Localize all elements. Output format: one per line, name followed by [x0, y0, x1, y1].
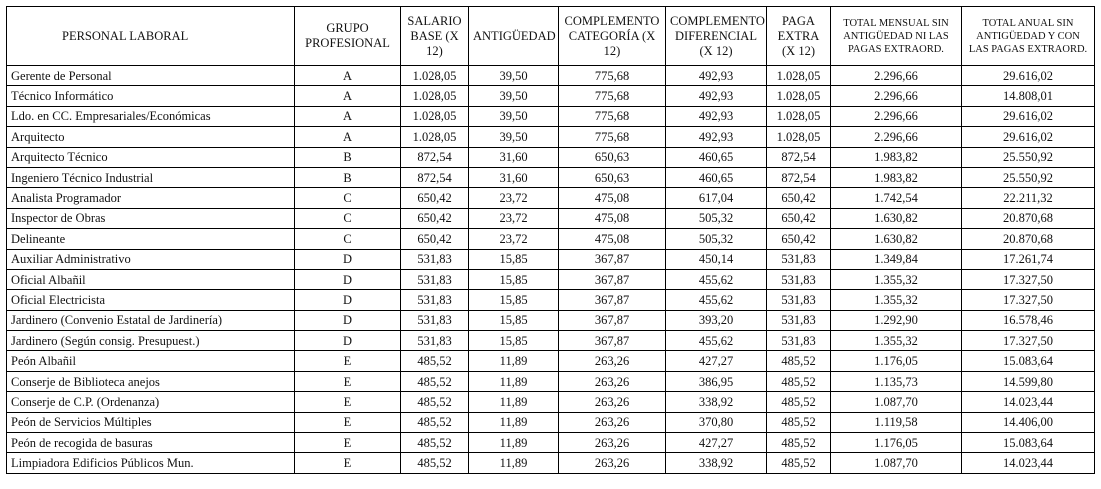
table-row: [7, 208, 1095, 228]
cell-complemento-diferencial: 492,93: [666, 66, 767, 86]
cell-complemento-categoria: 263,26: [559, 433, 666, 453]
cell-total-mensual: 1.355,32: [831, 331, 962, 351]
cell-total-mensual: 1.983,82: [831, 147, 962, 167]
cell-complemento-diferencial: 455,62: [666, 290, 767, 310]
cell-antiguedad: 11,89: [469, 351, 559, 371]
table-row: [7, 106, 1095, 126]
cell-paga-extra: 531,83: [767, 290, 831, 310]
header-grupo: GRUPO PROFESIONAL: [295, 7, 401, 66]
cell-antiguedad: 15,85: [469, 269, 559, 289]
cell-name: Conserje de Biblioteca anejos: [7, 371, 295, 391]
header-complemento-diferencial: COMPLEMENTO DIFERENCIAL (X 12): [666, 7, 767, 66]
cell-antiguedad: 39,50: [469, 66, 559, 86]
cell-grupo: D: [295, 269, 401, 289]
cell-complemento-diferencial: 460,65: [666, 147, 767, 167]
cell-total-anual: 17.327,50: [962, 269, 1095, 289]
cell-total-anual: 15.083,64: [962, 433, 1095, 453]
table-row: [7, 412, 1095, 432]
header-total-mensual: TOTAL MENSUAL SIN ANTIGÜEDAD NI LAS PAGAS EXTRAORD.: [831, 7, 962, 66]
cell-total-anual: 14.406,00: [962, 412, 1095, 432]
cell-salario-base: 485,52: [401, 392, 469, 412]
cell-antiguedad: 15,85: [469, 249, 559, 269]
cell-salario-base: 531,83: [401, 269, 469, 289]
cell-salario-base: 485,52: [401, 351, 469, 371]
cell-grupo: C: [295, 229, 401, 249]
cell-total-mensual: 2.296,66: [831, 127, 962, 147]
cell-grupo: A: [295, 86, 401, 106]
cell-paga-extra: 485,52: [767, 433, 831, 453]
cell-name: Auxiliar Administrativo: [7, 249, 295, 269]
cell-complemento-diferencial: 492,93: [666, 127, 767, 147]
cell-salario-base: 485,52: [401, 453, 469, 473]
cell-complemento-diferencial: 455,62: [666, 331, 767, 351]
cell-grupo: E: [295, 412, 401, 432]
cell-grupo: E: [295, 433, 401, 453]
cell-salario-base: 485,52: [401, 412, 469, 432]
cell-complemento-categoria: 263,26: [559, 392, 666, 412]
cell-total-mensual: 1.087,70: [831, 453, 962, 473]
cell-total-mensual: 1.355,32: [831, 290, 962, 310]
cell-paga-extra: 1.028,05: [767, 66, 831, 86]
cell-antiguedad: 39,50: [469, 106, 559, 126]
cell-name: Peón de Servicios Múltiples: [7, 412, 295, 432]
cell-total-anual: 17.327,50: [962, 331, 1095, 351]
cell-antiguedad: 11,89: [469, 453, 559, 473]
cell-paga-extra: 650,42: [767, 188, 831, 208]
cell-complemento-categoria: 367,87: [559, 331, 666, 351]
cell-total-mensual: 1.983,82: [831, 167, 962, 187]
table-row: [7, 188, 1095, 208]
table-row: [7, 453, 1095, 473]
cell-salario-base: 531,83: [401, 310, 469, 330]
cell-name: Analista Programador: [7, 188, 295, 208]
cell-complemento-categoria: 775,68: [559, 66, 666, 86]
cell-antiguedad: 11,89: [469, 392, 559, 412]
cell-paga-extra: 872,54: [767, 147, 831, 167]
cell-salario-base: 872,54: [401, 167, 469, 187]
cell-complemento-diferencial: 427,27: [666, 351, 767, 371]
cell-complemento-categoria: 475,08: [559, 188, 666, 208]
table-header: [7, 7, 1095, 66]
cell-name: Inspector de Obras: [7, 208, 295, 228]
cell-complemento-categoria: 650,63: [559, 167, 666, 187]
cell-antiguedad: 23,72: [469, 208, 559, 228]
cell-complemento-categoria: 775,68: [559, 86, 666, 106]
cell-salario-base: 531,83: [401, 249, 469, 269]
cell-total-anual: 22.211,32: [962, 188, 1095, 208]
cell-grupo: D: [295, 310, 401, 330]
cell-grupo: E: [295, 371, 401, 391]
cell-name: Conserje de C.P. (Ordenanza): [7, 392, 295, 412]
table-row: [7, 331, 1095, 351]
cell-complemento-diferencial: 338,92: [666, 392, 767, 412]
cell-total-mensual: 1.630,82: [831, 229, 962, 249]
cell-total-mensual: 2.296,66: [831, 106, 962, 126]
cell-salario-base: 872,54: [401, 147, 469, 167]
header-complemento-categoria: COMPLEMENTO CATEGORÍA (X 12): [559, 7, 666, 66]
table-row: [7, 249, 1095, 269]
cell-salario-base: 485,52: [401, 433, 469, 453]
salary-table: [6, 6, 1095, 474]
cell-name: Jardinero (Según consig. Presupuest.): [7, 331, 295, 351]
header-antiguedad: ANTIGÜEDAD: [469, 7, 559, 66]
document-page: [6, 6, 1095, 474]
cell-paga-extra: 485,52: [767, 371, 831, 391]
cell-total-mensual: 1.176,05: [831, 433, 962, 453]
cell-grupo: C: [295, 208, 401, 228]
cell-complemento-diferencial: 617,04: [666, 188, 767, 208]
header-row: [7, 7, 1095, 66]
cell-antiguedad: 39,50: [469, 86, 559, 106]
table-row: [7, 127, 1095, 147]
cell-paga-extra: 485,52: [767, 412, 831, 432]
cell-antiguedad: 39,50: [469, 127, 559, 147]
table-row: [7, 310, 1095, 330]
cell-name: Peón de recogida de basuras: [7, 433, 295, 453]
cell-total-anual: 14.808,01: [962, 86, 1095, 106]
cell-paga-extra: 531,83: [767, 310, 831, 330]
cell-salario-base: 1.028,05: [401, 127, 469, 147]
cell-complemento-diferencial: 505,32: [666, 208, 767, 228]
cell-total-mensual: 2.296,66: [831, 86, 962, 106]
cell-total-mensual: 1.135,73: [831, 371, 962, 391]
cell-grupo: D: [295, 249, 401, 269]
cell-salario-base: 1.028,05: [401, 86, 469, 106]
cell-total-mensual: 1.087,70: [831, 392, 962, 412]
cell-complemento-categoria: 263,26: [559, 371, 666, 391]
cell-grupo: D: [295, 290, 401, 310]
cell-total-mensual: 1.119,58: [831, 412, 962, 432]
cell-antiguedad: 31,60: [469, 147, 559, 167]
cell-total-mensual: 1.355,32: [831, 269, 962, 289]
cell-paga-extra: 1.028,05: [767, 106, 831, 126]
table-row: [7, 290, 1095, 310]
cell-total-anual: 16.578,46: [962, 310, 1095, 330]
cell-complemento-categoria: 775,68: [559, 106, 666, 126]
table-row: [7, 269, 1095, 289]
cell-antiguedad: 23,72: [469, 229, 559, 249]
cell-grupo: E: [295, 351, 401, 371]
cell-total-anual: 17.327,50: [962, 290, 1095, 310]
cell-complemento-categoria: 775,68: [559, 127, 666, 147]
cell-grupo: B: [295, 167, 401, 187]
cell-salario-base: 531,83: [401, 331, 469, 351]
cell-complemento-categoria: 263,26: [559, 412, 666, 432]
cell-complemento-categoria: 475,08: [559, 229, 666, 249]
cell-salario-base: 485,52: [401, 371, 469, 391]
cell-complemento-diferencial: 386,95: [666, 371, 767, 391]
cell-total-anual: 29.616,02: [962, 106, 1095, 126]
cell-total-mensual: 1.292,90: [831, 310, 962, 330]
cell-complemento-categoria: 367,87: [559, 310, 666, 330]
cell-paga-extra: 872,54: [767, 167, 831, 187]
cell-grupo: B: [295, 147, 401, 167]
cell-grupo: D: [295, 331, 401, 351]
table-row: [7, 371, 1095, 391]
cell-total-anual: 20.870,68: [962, 208, 1095, 228]
cell-total-mensual: 1.742,54: [831, 188, 962, 208]
cell-paga-extra: 531,83: [767, 331, 831, 351]
cell-complemento-categoria: 475,08: [559, 208, 666, 228]
cell-antiguedad: 23,72: [469, 188, 559, 208]
cell-salario-base: 650,42: [401, 229, 469, 249]
cell-antiguedad: 31,60: [469, 167, 559, 187]
header-salario: SALARIO BASE (X 12): [401, 7, 469, 66]
cell-total-anual: 25.550,92: [962, 167, 1095, 187]
cell-paga-extra: 1.028,05: [767, 86, 831, 106]
cell-total-mensual: 1.176,05: [831, 351, 962, 371]
cell-total-anual: 29.616,02: [962, 66, 1095, 86]
cell-antiguedad: 11,89: [469, 433, 559, 453]
cell-antiguedad: 11,89: [469, 371, 559, 391]
table-row: [7, 433, 1095, 453]
cell-total-mensual: 2.296,66: [831, 66, 962, 86]
header-personal: PERSONAL LABORAL: [7, 7, 295, 66]
cell-paga-extra: 485,52: [767, 453, 831, 473]
cell-name: Jardinero (Convenio Estatal de Jardinería): [7, 310, 295, 330]
cell-total-anual: 14.023,44: [962, 392, 1095, 412]
cell-salario-base: 650,42: [401, 208, 469, 228]
cell-grupo: A: [295, 106, 401, 126]
cell-complemento-categoria: 650,63: [559, 147, 666, 167]
cell-complemento-diferencial: 450,14: [666, 249, 767, 269]
cell-total-anual: 15.083,64: [962, 351, 1095, 371]
cell-salario-base: 1.028,05: [401, 106, 469, 126]
cell-salario-base: 1.028,05: [401, 66, 469, 86]
cell-name: Técnico Informático: [7, 86, 295, 106]
cell-name: Ingeniero Técnico Industrial: [7, 167, 295, 187]
cell-complemento-diferencial: 393,20: [666, 310, 767, 330]
cell-paga-extra: 1.028,05: [767, 127, 831, 147]
table-row: [7, 147, 1095, 167]
cell-name: Oficial Electricista: [7, 290, 295, 310]
table-row: [7, 392, 1095, 412]
cell-grupo: E: [295, 453, 401, 473]
cell-complemento-diferencial: 492,93: [666, 86, 767, 106]
cell-complemento-diferencial: 370,80: [666, 412, 767, 432]
cell-total-anual: 14.599,80: [962, 371, 1095, 391]
cell-grupo: A: [295, 127, 401, 147]
cell-paga-extra: 650,42: [767, 208, 831, 228]
cell-paga-extra: 485,52: [767, 351, 831, 371]
cell-antiguedad: 15,85: [469, 331, 559, 351]
cell-paga-extra: 531,83: [767, 269, 831, 289]
cell-complemento-diferencial: 455,62: [666, 269, 767, 289]
cell-name: Oficial Albañil: [7, 269, 295, 289]
cell-total-mensual: 1.349,84: [831, 249, 962, 269]
table-row: [7, 229, 1095, 249]
cell-grupo: E: [295, 392, 401, 412]
cell-antiguedad: 11,89: [469, 412, 559, 432]
cell-grupo: A: [295, 66, 401, 86]
cell-complemento-diferencial: 492,93: [666, 106, 767, 126]
header-paga-extra: PAGA EXTRA (X 12): [767, 7, 831, 66]
cell-antiguedad: 15,85: [469, 290, 559, 310]
cell-complemento-diferencial: 460,65: [666, 167, 767, 187]
cell-complemento-diferencial: 505,32: [666, 229, 767, 249]
cell-complemento-categoria: 263,26: [559, 351, 666, 371]
cell-name: Arquitecto Técnico: [7, 147, 295, 167]
cell-name: Arquitecto: [7, 127, 295, 147]
cell-complemento-categoria: 263,26: [559, 453, 666, 473]
cell-paga-extra: 531,83: [767, 249, 831, 269]
cell-salario-base: 531,83: [401, 290, 469, 310]
table-body: [7, 66, 1095, 474]
cell-total-anual: 29.616,02: [962, 127, 1095, 147]
cell-salario-base: 650,42: [401, 188, 469, 208]
header-total-anual: TOTAL ANUAL SIN ANTIGÜEDAD Y CON LAS PAGAS EXTRAORD.: [962, 7, 1095, 66]
cell-total-anual: 20.870,68: [962, 229, 1095, 249]
cell-complemento-categoria: 367,87: [559, 249, 666, 269]
cell-name: Gerente de Personal: [7, 66, 295, 86]
cell-name: Peón Albañil: [7, 351, 295, 371]
cell-total-anual: 25.550,92: [962, 147, 1095, 167]
cell-total-mensual: 1.630,82: [831, 208, 962, 228]
cell-name: Delineante: [7, 229, 295, 249]
table-row: [7, 66, 1095, 86]
cell-complemento-categoria: 367,87: [559, 290, 666, 310]
cell-complemento-diferencial: 338,92: [666, 453, 767, 473]
table-row: [7, 351, 1095, 371]
table-row: [7, 86, 1095, 106]
cell-antiguedad: 15,85: [469, 310, 559, 330]
table-row: [7, 167, 1095, 187]
cell-grupo: C: [295, 188, 401, 208]
cell-paga-extra: 650,42: [767, 229, 831, 249]
cell-total-anual: 14.023,44: [962, 453, 1095, 473]
cell-complemento-categoria: 367,87: [559, 269, 666, 289]
cell-complemento-diferencial: 427,27: [666, 433, 767, 453]
cell-name: Limpiadora Edificios Públicos Mun.: [7, 453, 295, 473]
cell-name: Ldo. en CC. Empresariales/Económicas: [7, 106, 295, 126]
cell-total-anual: 17.261,74: [962, 249, 1095, 269]
cell-paga-extra: 485,52: [767, 392, 831, 412]
